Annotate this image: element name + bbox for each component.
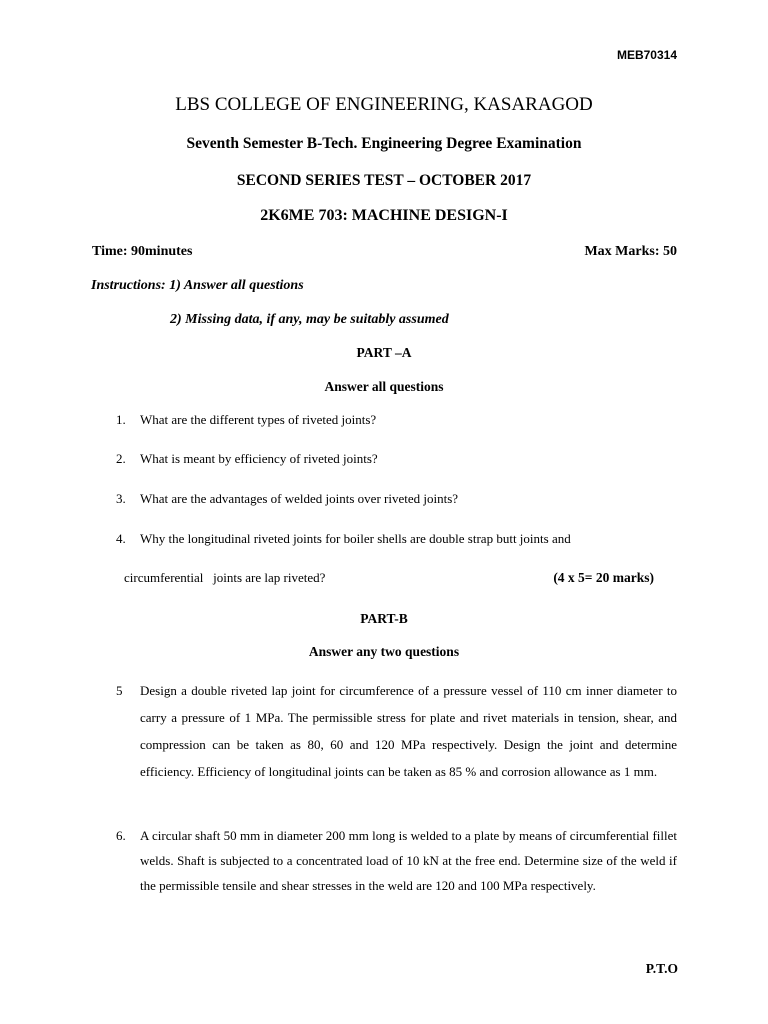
paper-code: MEB70314 bbox=[616, 48, 677, 62]
question-5-text: Design a double riveted lap joint for circumference of a pressure vessel of 110 cm inner diameter to carry a pressure of 1 MPa. The permissible stress for plate and rivet materials in tension, shear, and compression can be taken as 80, 60 and 120 MPa respectively. Design the joint and determine efficiency. Efficiency of longitudinal joints can be taken as 85 % and corrosion allowance as 1 mm. bbox=[140, 683, 677, 779]
question-text: Why the longitudinal riveted joints for boiler shells are double strap butt joints and bbox=[140, 531, 571, 546]
time-allowed: Time: 90minutes bbox=[92, 244, 193, 259]
part-a-title: PART –A bbox=[356, 345, 412, 360]
question-text: What is meant by efficiency of riveted joints? bbox=[140, 451, 378, 466]
semester-title: Seventh Semester B-Tech. Engineering Degree Examination bbox=[186, 135, 582, 152]
question-6-text: A circular shaft 50 mm in diameter 200 mm long is welded to a plate by means of circumferential fillet welds. Shaft is subjected to a concentrated load of 10 kN at the free end. Determine size of the weld if the permissible tensile and shear stresses in the weld are 120 and 100 MPa respectively. bbox=[140, 828, 677, 893]
question-number: 5 bbox=[116, 683, 123, 698]
part-b-title: PART-B bbox=[360, 611, 408, 626]
question-4-continued: circumferential joints are lap riveted? bbox=[124, 570, 326, 585]
part-a-marks: (4 x 5= 20 marks) bbox=[553, 570, 654, 585]
college-name: LBS COLLEGE OF ENGINEERING, KASARAGOD bbox=[175, 94, 593, 115]
question-number: 6. bbox=[116, 828, 126, 843]
question-number: 3. bbox=[116, 491, 126, 506]
part-b-subtitle: Answer any two questions bbox=[308, 644, 460, 659]
question-number: 2. bbox=[116, 451, 126, 466]
instruction-1: Instructions: 1) Answer all questions bbox=[91, 278, 304, 293]
course-title: 2K6ME 703: MACHINE DESIGN-I bbox=[260, 207, 508, 224]
question-number: 4. bbox=[116, 531, 126, 546]
question-text: What are the different types of riveted joints? bbox=[140, 412, 377, 427]
instruction-2: 2) Missing data, if any, may be suitably assumed bbox=[170, 312, 449, 327]
question-number: 1. bbox=[116, 412, 126, 427]
pto-note: P.T.O bbox=[645, 961, 678, 976]
part-a-subtitle: Answer all questions bbox=[324, 379, 444, 394]
max-marks: Max Marks: 50 bbox=[584, 244, 677, 259]
series-title: SECOND SERIES TEST – OCTOBER 2017 bbox=[236, 172, 532, 189]
question-text: What are the advantages of welded joints over riveted joints? bbox=[140, 491, 459, 506]
